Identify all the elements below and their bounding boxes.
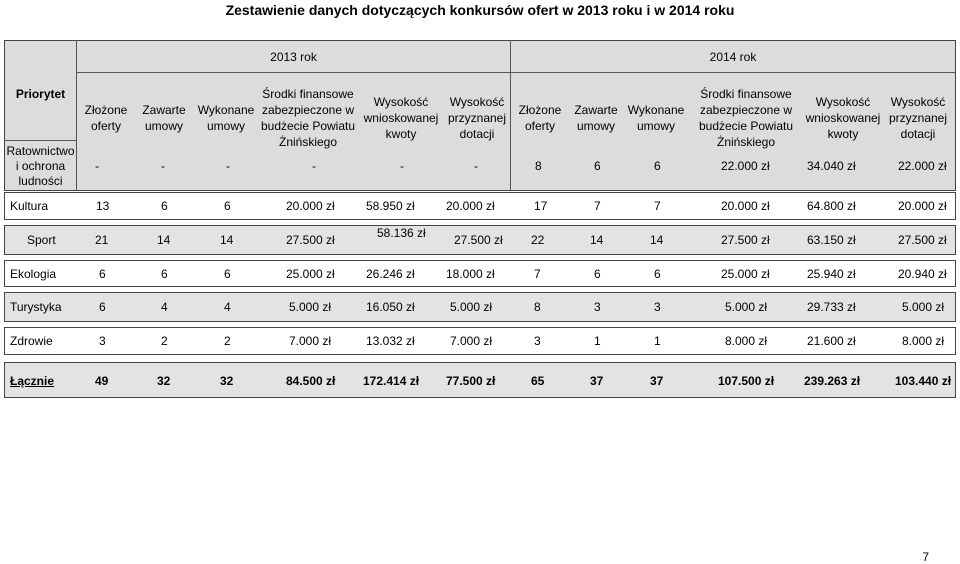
value-cell: 6 (594, 267, 601, 281)
value-cell: 63.150 zł (807, 233, 856, 247)
value-cell: 32 (220, 374, 234, 388)
col-2014-zawarte: Zawarte umowy (574, 103, 618, 133)
value-cell: 58.950 zł (366, 199, 415, 213)
value-cell: 239.263 zł (804, 374, 861, 388)
value-cell: 1 (594, 334, 601, 348)
value-cell: 2 (161, 334, 168, 348)
value-cell: - (312, 159, 316, 173)
value-cell: 14 (157, 233, 171, 247)
value-cell: 6 (161, 267, 168, 281)
value-cell: - (161, 159, 165, 173)
value-cell: 25.000 zł (721, 267, 770, 281)
value-cell: 5.000 zł (725, 300, 768, 314)
value-cell: 16.050 zł (366, 300, 415, 314)
value-cell: 3 (534, 334, 541, 348)
year-2013-header: 2013 rok (270, 49, 317, 64)
value-cell: - (95, 159, 99, 173)
value-cell: 29.733 zł (807, 300, 856, 314)
first-category-label: Ratownictwo i ochrona ludności (6, 143, 75, 188)
value-cell: 6 (99, 300, 106, 314)
value-cell: 8 (535, 159, 542, 173)
col-2014-wnioskowana: Wysokość wnioskowanej kwoty (805, 95, 881, 141)
value-cell: 6 (224, 199, 231, 213)
col-2014-srodki: Środki finansowe zabezpieczone w budżecie Powiatu Żnińskiego (698, 87, 794, 149)
value-cell: 64.800 zł (807, 199, 856, 213)
value-cell: 58.136 zł (377, 226, 426, 240)
value-cell: 7.000 zł (450, 334, 493, 348)
value-cell: 13 (96, 199, 110, 213)
col-2014-zlozone: Złożone oferty (518, 103, 562, 133)
header-divider-years (76, 72, 955, 73)
value-cell: 1 (654, 334, 661, 348)
row-label: Kultura (10, 199, 49, 213)
value-cell: 6 (594, 159, 601, 173)
value-cell: 84.500 zł (286, 374, 336, 388)
page-number: 7 (922, 550, 929, 564)
value-cell: 4 (161, 300, 168, 314)
col-2013-zawarte: Zawarte umowy (142, 103, 186, 133)
row-label: Zdrowie (10, 334, 53, 348)
value-cell: 5.000 zł (902, 300, 945, 314)
value-cell: 5.000 zł (289, 300, 332, 314)
value-cell: 7.000 zł (289, 334, 332, 348)
value-cell: 21.600 zł (807, 334, 856, 348)
page-title: Zestawienie danych dotyczących konkursów ofert w 2013 roku i w 2014 roku (225, 2, 735, 18)
value-cell: 8.000 zł (902, 334, 945, 348)
value-cell: 3 (594, 300, 601, 314)
value-cell: 3 (99, 334, 106, 348)
value-cell: 103.440 zł (895, 374, 952, 388)
value-cell: 25.940 zł (807, 267, 856, 281)
col-2013-srodki: Środki finansowe zabezpieczone w budżecie Powiatu Żnińskiego (260, 87, 356, 149)
value-cell: 172.414 zł (363, 374, 420, 388)
value-cell: 6 (99, 267, 106, 281)
value-cell: 6 (654, 159, 661, 173)
value-cell: - (400, 159, 404, 173)
value-cell: 22.000 zł (898, 159, 947, 173)
value-cell: 7 (534, 267, 541, 281)
value-cell: - (226, 159, 230, 173)
row-label: Łącznie (10, 374, 55, 388)
value-cell: 17 (534, 199, 548, 213)
value-cell: 20.000 zł (721, 199, 770, 213)
value-cell: 49 (95, 374, 109, 388)
value-cell: 22.000 zł (721, 159, 770, 173)
value-cell: 3 (654, 300, 661, 314)
row-label: Ekologia (10, 267, 57, 281)
value-cell: 20.940 zł (898, 267, 947, 281)
priority-header: Priorytet (15, 87, 66, 101)
value-cell: 65 (531, 374, 545, 388)
year-2014-header: 2014 rok (709, 49, 757, 64)
value-cell: 20.000 zł (898, 199, 947, 213)
header-divider-priority-row (4, 140, 77, 141)
col-2014-wykonane: Wykonane umowy (627, 103, 685, 133)
col-2013-zlozone: Złożone oferty (84, 103, 128, 133)
row-label: Turystyka (10, 300, 62, 314)
value-cell: 27.500 zł (898, 233, 947, 247)
value-cell: 37 (590, 374, 604, 388)
value-cell: 6 (161, 199, 168, 213)
value-cell: 18.000 zł (446, 267, 495, 281)
value-cell: 14 (650, 233, 664, 247)
value-cell: 2 (224, 334, 231, 348)
col-2014-przyznana: Wysokość przyznanej dotacji (888, 95, 948, 141)
value-cell: 6 (654, 267, 661, 281)
value-cell: 77.500 zł (446, 374, 496, 388)
value-cell: 107.500 zł (718, 374, 775, 388)
value-cell: - (474, 159, 478, 173)
value-cell: 4 (224, 300, 231, 314)
col-2013-wnioskowana: Wysokość wnioskowanej kwoty (363, 95, 439, 141)
value-cell: 8 (534, 300, 541, 314)
value-cell: 26.246 zł (366, 267, 415, 281)
value-cell: 8.000 zł (725, 334, 768, 348)
col-2013-wykonane: Wykonane umowy (197, 103, 255, 133)
value-cell: 13.032 zł (366, 334, 415, 348)
value-cell: 14 (590, 233, 604, 247)
value-cell: 27.500 zł (721, 233, 770, 247)
value-cell: 25.000 zł (286, 267, 335, 281)
value-cell: 21 (95, 233, 109, 247)
value-cell: 22 (531, 233, 545, 247)
value-cell: 20.000 zł (446, 199, 495, 213)
value-cell: 5.000 zł (450, 300, 493, 314)
value-cell: 6 (224, 267, 231, 281)
value-cell: 7 (654, 199, 661, 213)
row-label: Sport (27, 233, 56, 247)
col-2013-przyznana: Wysokość przyznanej dotacji (447, 95, 507, 141)
value-cell: 32 (157, 374, 171, 388)
value-cell: 14 (220, 233, 234, 247)
value-cell: 27.500 zł (454, 233, 503, 247)
value-cell: 37 (650, 374, 664, 388)
value-cell: 7 (594, 199, 601, 213)
value-cell: 20.000 zł (286, 199, 335, 213)
value-cell: 34.040 zł (807, 159, 856, 173)
value-cell: 27.500 zł (286, 233, 335, 247)
